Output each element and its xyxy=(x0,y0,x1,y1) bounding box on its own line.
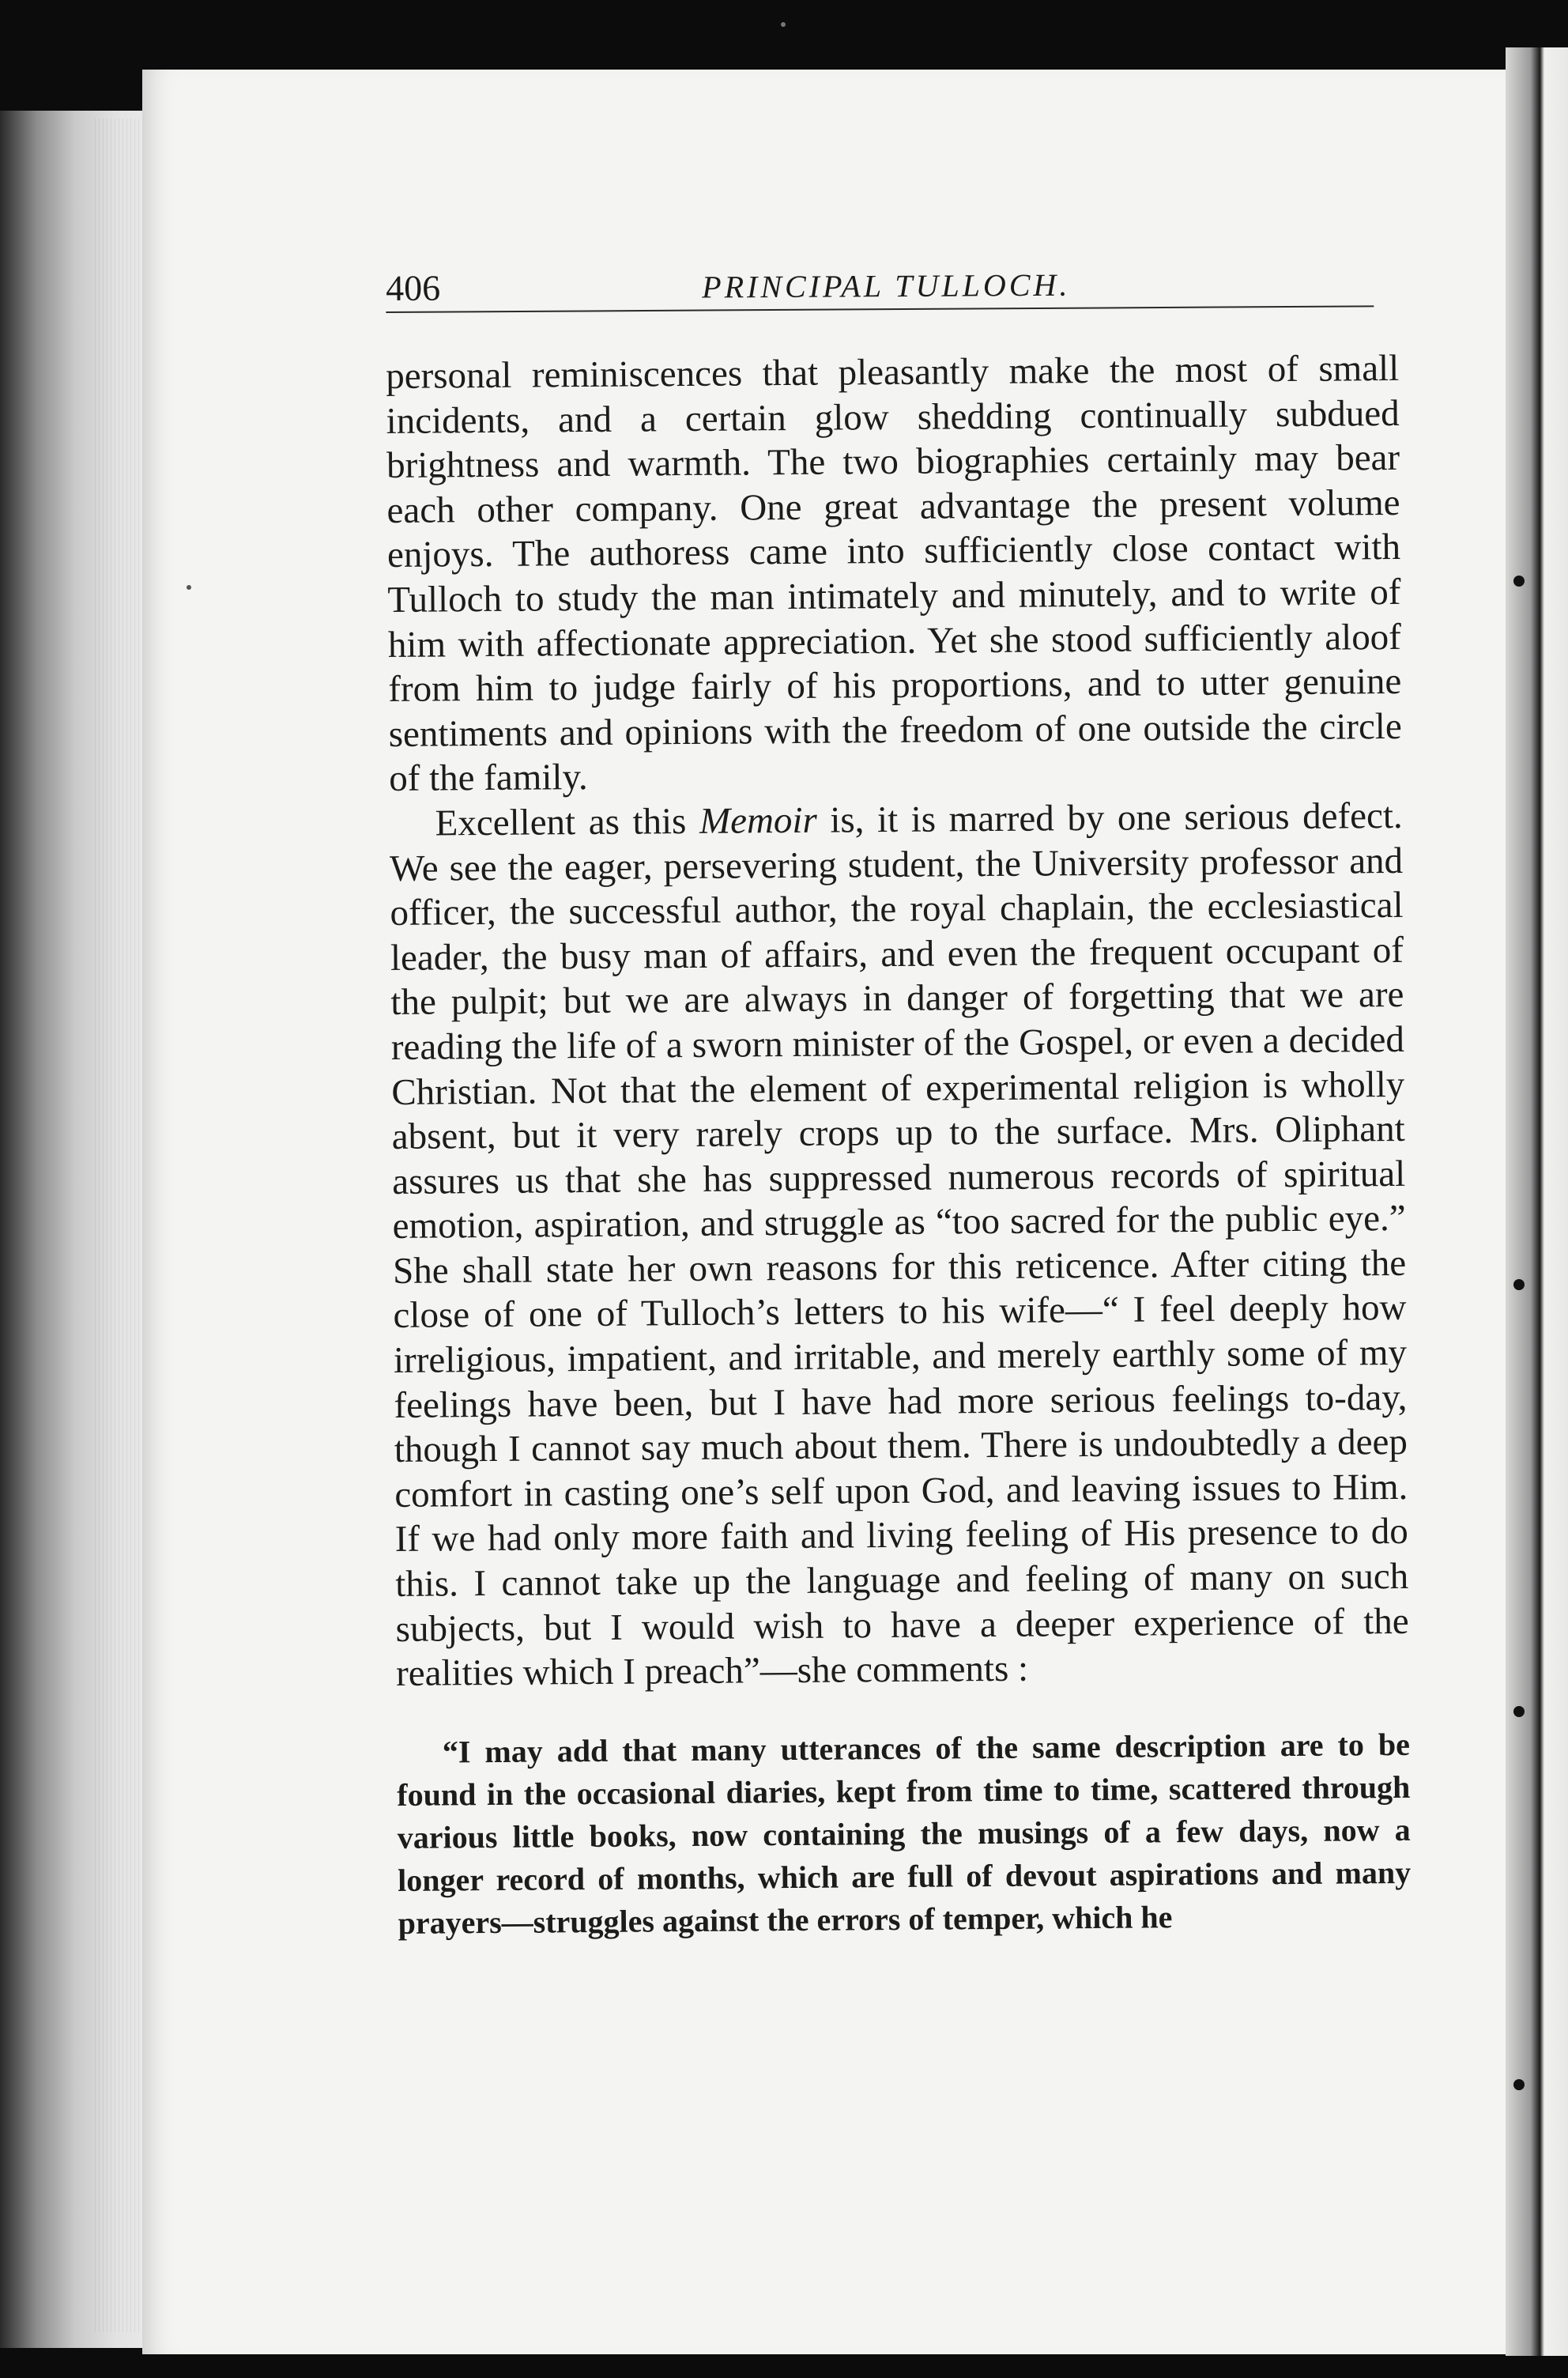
running-head xyxy=(386,258,1374,313)
page-number: 406 xyxy=(386,267,441,308)
page-speck xyxy=(781,22,786,27)
paragraph-2 xyxy=(389,794,1409,1697)
block-quote: “I may add that many utterances of the same description are to be found in the occasional diaries, kept from time to time, scattered through various little books, now containing the musings of a few days, now a longer record of months, which are full of devout aspirations and many prayers—struggles against the errors of temper, which he xyxy=(397,1726,1412,1941)
page-speck xyxy=(187,585,191,590)
binding-stitch xyxy=(1513,1279,1525,1290)
body-text xyxy=(386,346,1412,1945)
paragraph-2-start: Excellent as this xyxy=(435,800,687,844)
running-head-title: PRINCIPAL TULLOCH. xyxy=(702,266,1071,305)
paragraph-1: personal reminiscences that pleasantly make the most of small incidents, and a certain glow shedding continually subdued brightness and warmth. The two biographies certainly may bear each other company. One great advantage the present volume enjoys. The authoress came into sufficiently close contact with Tulloch to study the man intimately and minutely, and to write of him with affectionate appreciation. Yet she stood sufficiently aloof from him to judge fairly of his proportions, and to utter genuine sentiments and opinions with the freedom of one outside the circle of the family. xyxy=(386,347,1402,800)
binding-stitch xyxy=(1513,2079,1525,2090)
binding-stitch xyxy=(1513,1706,1525,1717)
book-binding xyxy=(1506,47,1568,2356)
memoir-title: Memoir xyxy=(699,799,817,842)
paragraph-2-rest: is, it is marred by one serious defect. We see the eager, persevering student, the University professor and officer, the successful author, the royal chaplain, the ecclesiastical leader, the busy man of affairs, and even the frequent occupant of the pulpit; but we are always in danger of forgetting that we are reading the life of a sworn minister of the Gospel, or even a decided Christian. Not that the element of experimental religion is wholly absent, but it very rarely crops up to the surface. Mrs. Oliphant assures us that she has suppressed numerous records of spiritual emotion, aspiration, and struggle as “too sacred for the public eye.” She shall state her own reasons for this reticence. After citing the close of one of Tulloch’s letters to his wife—“ I feel deeply how irreligious, impatient, and irritable, and merely earthly some of my feelings have been, but I have had more serious feelings to-day, though I cannot say much about them. There is undoubtedly a deep comfort in casting one’s self upon God, and leaving issues to Him. If we had only more faith and living feeling of His presence to do this. I cannot take up the language and feeling of many on such subjects, but I would wish to have a deeper experience of the realities which I preach”—she comments : xyxy=(389,795,1409,1695)
binding-stitch xyxy=(1513,576,1525,587)
